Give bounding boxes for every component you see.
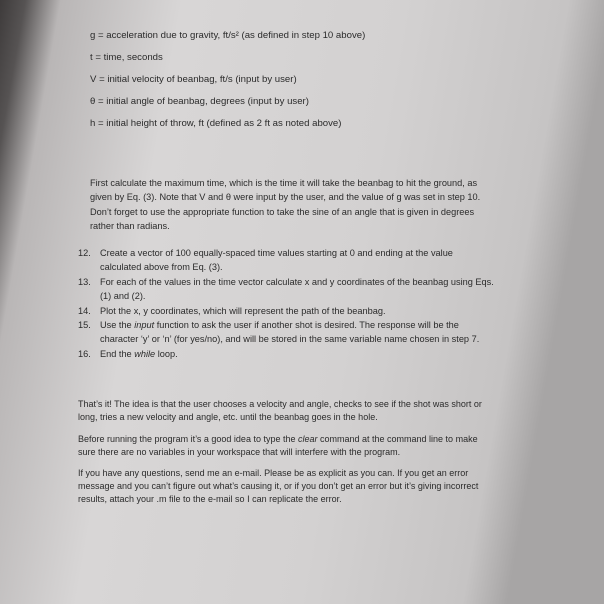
clear-command-paragraph	[78, 433, 548, 459]
paragraph-line: long, tries a new velocity and angle, etc. until the beanbag goes in the hole.	[78, 412, 378, 423]
step-number: 14.	[78, 305, 91, 316]
step-line: Create a vector of 100 equally-spaced time values starting at 0 and ending at the value	[100, 248, 453, 258]
step-number: 15.	[78, 320, 91, 331]
paragraph-line	[78, 433, 548, 446]
step-number: 16.	[78, 348, 91, 359]
step-14	[78, 304, 548, 318]
paragraph-line: That’s it! The idea is that the user chooses a velocity and angle, checks to see if the shot was short or	[78, 399, 482, 409]
step-text: End the	[100, 348, 135, 359]
questions-paragraph	[78, 467, 548, 507]
input-keyword: input	[134, 320, 155, 331]
step-16	[78, 347, 548, 361]
definition-h: h = initial height of throw, ft (defined as 2 ft as noted above)	[90, 118, 342, 129]
paragraph-line: First calculate the maximum time, which is the time it will take the beanbag to hit the ground, as	[90, 178, 478, 188]
step-15	[78, 318, 548, 347]
paragraph-line: Don’t forget to use the appropriate function to take the sine of an angle that is given in degrees	[90, 206, 475, 217]
step-text: loop.	[155, 348, 178, 359]
step-line: (1) and (2).	[100, 291, 146, 302]
paragraph-line: sure there are no variables in your workspace that will interfere with the program.	[78, 447, 401, 458]
step-line: Plot the x, y coordinates, which will represent the path of the beanbag.	[100, 305, 386, 316]
step-line: calculated above from Eq. (3).	[100, 262, 223, 273]
step-line	[100, 347, 548, 361]
step-text: function to ask the user if another shot is desired. The response will be the	[154, 320, 459, 331]
paragraph-text: command at the command line to make	[317, 434, 478, 444]
step-number: 12.	[78, 248, 91, 258]
max-time-paragraph	[90, 176, 540, 234]
step-13	[78, 275, 548, 304]
step-12	[78, 246, 548, 275]
paragraph-line: If you have any questions, send me an e-mail. Please be as explicit as you can. If you get an error	[78, 468, 469, 478]
paragraph-line: message and you can’t figure out what’s causing it, or if you don’t get an error but it’s giving incorrect	[78, 481, 479, 492]
variable-definitions	[90, 30, 365, 140]
thats-it-paragraph	[78, 398, 548, 424]
step-line: character ‘y’ or ‘n’ (for yes/no), and will be stored in the same variable name chosen in step 7.	[100, 334, 480, 345]
definition-t: t = time, seconds	[90, 52, 163, 63]
definition-theta: θ = initial angle of beanbag, degrees (input by user)	[90, 96, 309, 107]
step-text: Use the	[100, 320, 135, 331]
step-line	[100, 318, 548, 332]
paragraph-line: results, attach your .m file to the e-mail so I can replicate the error.	[78, 494, 342, 505]
paragraph-text: Before running the program it’s a good idea to type the	[78, 434, 298, 444]
step-line: For each of the values in the time vector calculate x and y coordinates of the beanbag using Eqs.	[100, 276, 494, 287]
paragraph-line: rather than radians.	[90, 221, 170, 232]
while-keyword: while	[134, 348, 156, 359]
definition-v: V = initial velocity of beanbag, ft/s (input by user)	[90, 74, 297, 85]
steps-list	[78, 246, 548, 361]
clear-keyword: clear	[297, 434, 318, 444]
step-number: 13.	[78, 276, 91, 287]
definition-g: g = acceleration due to gravity, ft/s² (as defined in step 10 above)	[90, 30, 366, 41]
paragraph-line: given by Eq. (3). Note that V and θ were input by the user, and the value of g was set in step 10.	[90, 192, 481, 203]
document-page	[62, 0, 582, 604]
